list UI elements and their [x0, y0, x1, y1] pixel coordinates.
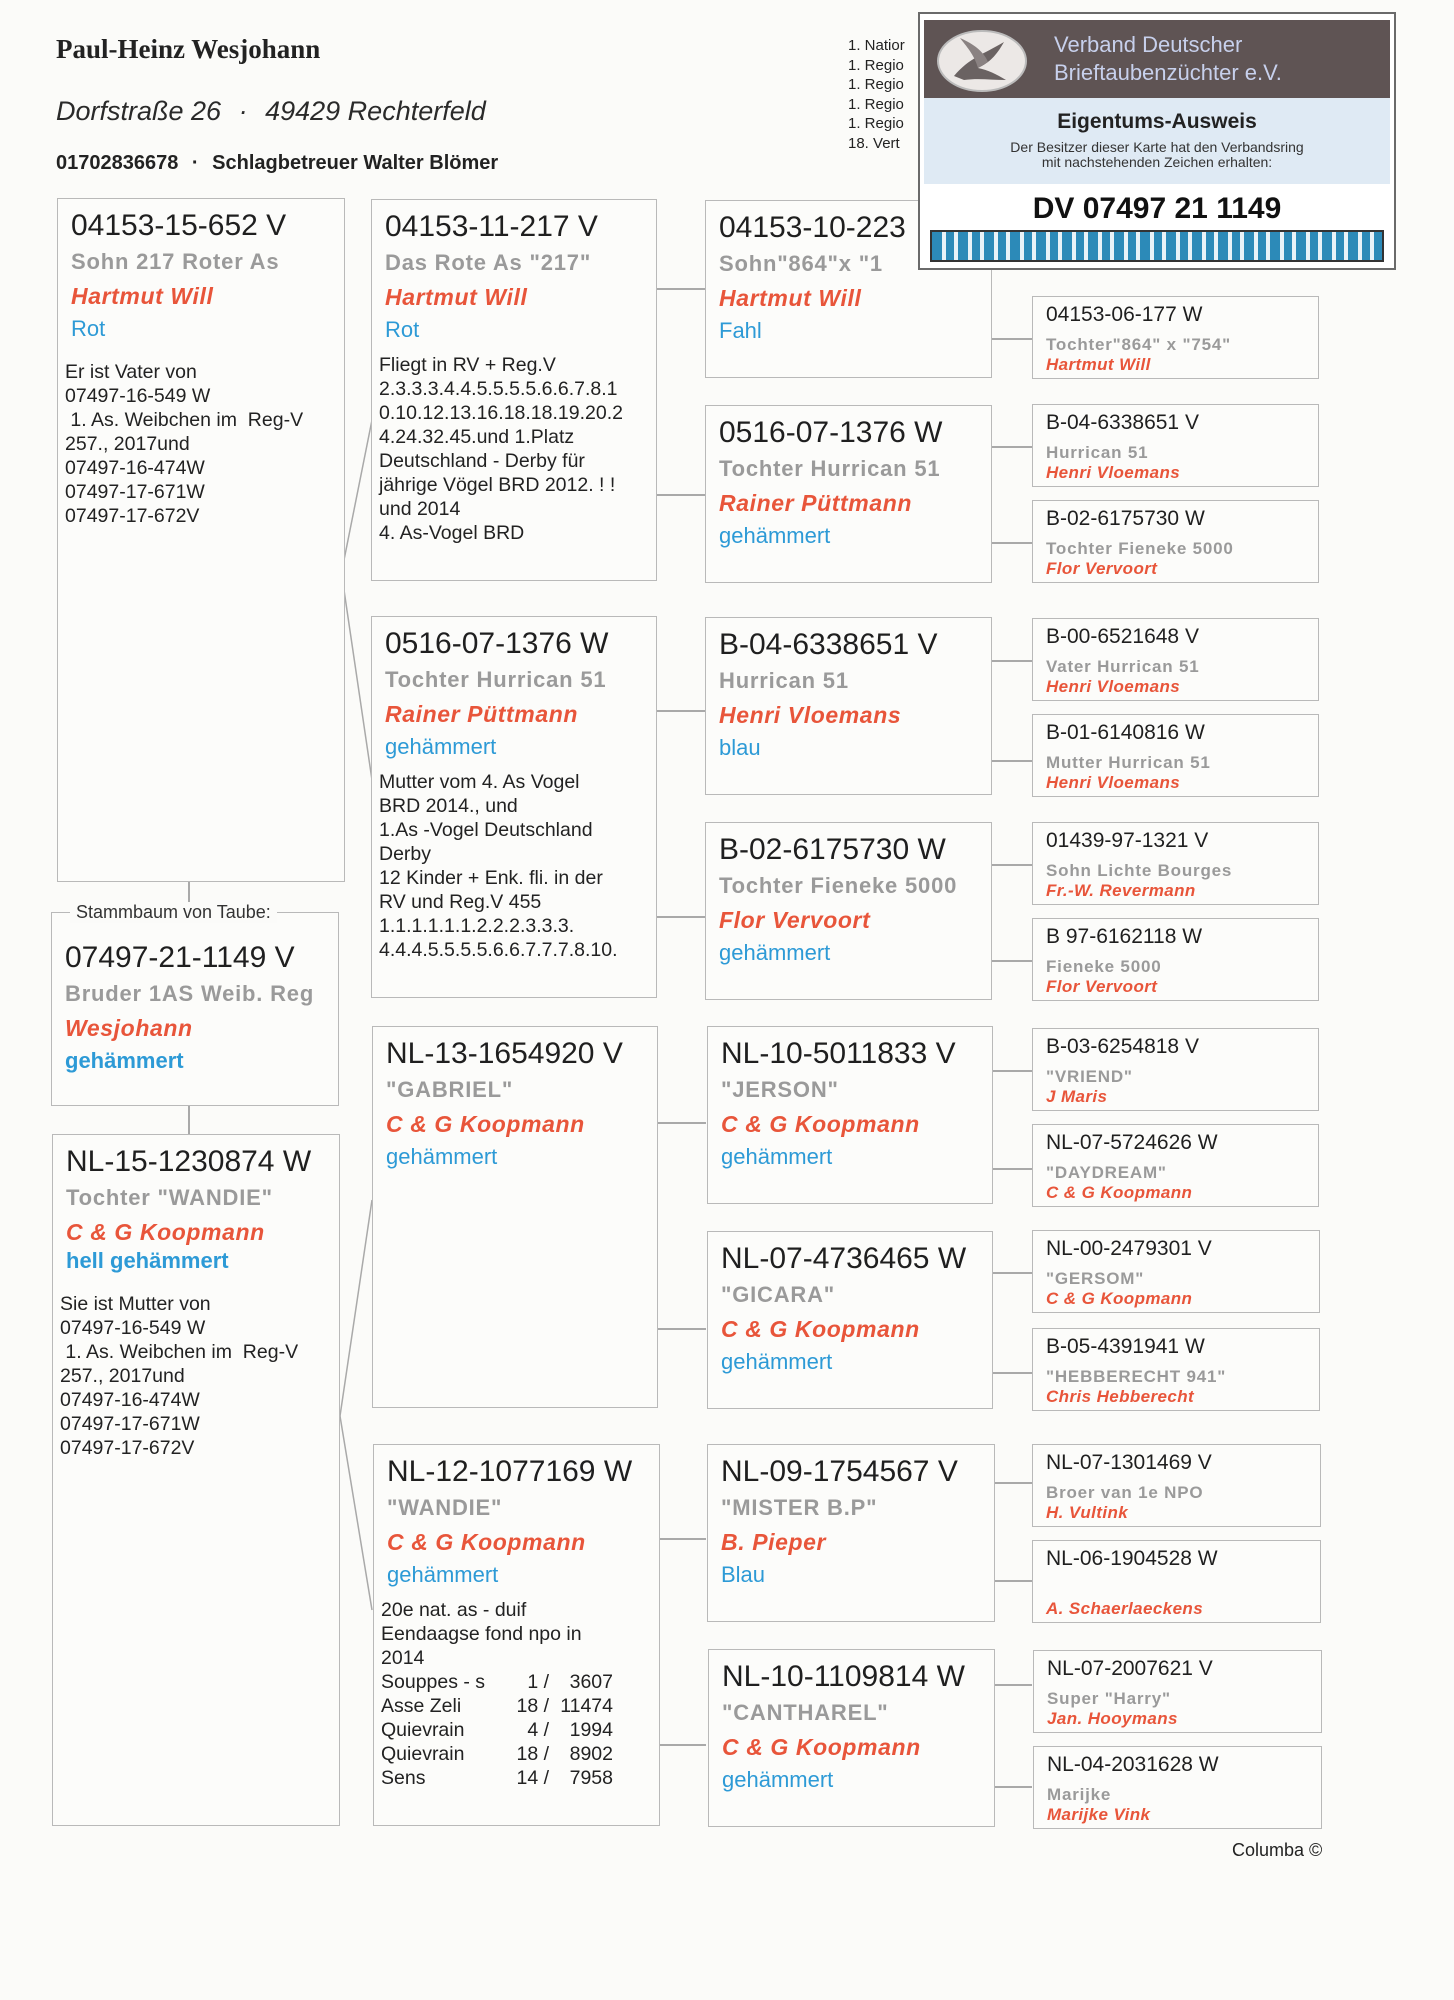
race-name: Asse Zeli — [381, 1695, 462, 1717]
breeder-name: Marijke Vink — [1047, 1805, 1151, 1824]
note-line: 0.10.12.13.16.18.18.19.20.2 — [379, 402, 623, 424]
pedigree-card-gggp-13[interactable] — [1032, 1540, 1321, 1623]
owner-name: Paul-Heinz Wesjohann — [56, 34, 321, 64]
note-line: 07497-16-474W — [60, 1389, 200, 1411]
race-place: 18 / — [516, 1695, 549, 1717]
card-notes — [372, 760, 656, 962]
pigeon-name: Tochter"864" x "754" — [1046, 335, 1231, 354]
pigeon-name: "CANTHAREL" — [722, 1700, 889, 1725]
ring-number: NL-12-1077169 W — [387, 1455, 633, 1488]
pigeon-name: "HEBBERECHT 941" — [1046, 1367, 1227, 1386]
race-result-row — [381, 1694, 659, 1718]
race-result-row — [381, 1670, 659, 1694]
pedigree-card-gggp-7[interactable] — [1032, 918, 1319, 1001]
race-name: Quievrain — [381, 1719, 465, 1741]
ring-number: 04153-15-652 V — [71, 209, 287, 242]
pedigree-card-gggp-12[interactable] — [1032, 1444, 1321, 1527]
pigeon-name: Sohn"864"x "1 — [719, 251, 883, 276]
ring-number: NL-06-1904528 W — [1046, 1547, 1218, 1570]
pigeon-name: Super "Harry" — [1047, 1689, 1171, 1708]
breeder-name: Wesjohann — [65, 1015, 193, 1041]
owner-phone: 01702836678 — [56, 152, 179, 174]
ring-number: NL-07-5724626 W — [1046, 1131, 1218, 1154]
pigeon-name: Sohn 217 Roter As — [71, 249, 280, 274]
note-line: Er ist Vater von — [65, 361, 197, 383]
breeder-name: Chris Hebberecht — [1046, 1387, 1195, 1406]
pedigree-card-ggp-6[interactable] — [707, 1231, 993, 1409]
pigeon-name: Hurrican 51 — [1046, 443, 1149, 462]
ornamental-band — [930, 230, 1384, 262]
note-line: 07497-17-672V — [60, 1437, 195, 1459]
ring-number: B-01-6140816 W — [1046, 721, 1205, 744]
note-line: 07497-16-549 W — [65, 385, 211, 407]
note-line: 12 Kinder + Enk. fli. in der — [379, 867, 603, 889]
pigeon-name: "VRIEND" — [1046, 1067, 1133, 1086]
pedigree-card-gggp-4[interactable] — [1032, 618, 1319, 701]
pedigree-card-ggp-5[interactable] — [707, 1026, 993, 1204]
note-line: Derby — [379, 843, 432, 865]
breeder-name: Henri Vloemans — [1046, 463, 1181, 482]
race-place: 1 / — [527, 1671, 549, 1693]
breeder-name: C & G Koopmann — [721, 1111, 920, 1137]
race-place: 14 / — [516, 1767, 549, 1789]
ring-number: B-03-6254818 V — [1046, 1035, 1199, 1058]
ring-number: NL-10-5011833 V — [721, 1037, 956, 1070]
ring-number: NL-07-1301469 V — [1046, 1451, 1212, 1474]
ownership-org-line2: Brieftaubenzüchter e.V. — [1054, 60, 1282, 85]
breeder-name: Flor Vervoort — [1046, 559, 1158, 578]
pedigree-card-gggp-6[interactable] — [1032, 822, 1319, 905]
race-total: 1994 — [569, 1719, 613, 1741]
ownership-text-line: mit nachstehenden Zeichen erhalten: — [1041, 154, 1273, 170]
ownership-card-title: Eigentums-Ausweis — [1057, 110, 1257, 133]
result-line: 1. Regio — [848, 76, 904, 93]
card-notes — [372, 343, 656, 545]
pigeon-color: gehämmert — [719, 940, 831, 965]
note-line: 4. As-Vogel BRD — [379, 522, 525, 544]
pigeon-name: Broer van 1e NPO — [1046, 1483, 1204, 1502]
card-notes — [53, 1274, 339, 1460]
pigeon-color: gehämmert — [387, 1562, 499, 1587]
ring-number: 04153-06-177 W — [1046, 303, 1203, 326]
breeder-name: Hartmut Will — [1046, 355, 1151, 374]
pigeon-color: gehämmert — [385, 734, 497, 759]
pedigree-card-gggp-8[interactable] — [1032, 1028, 1319, 1111]
pedigree-card-ggp-2[interactable] — [705, 405, 992, 583]
note-line: jährige Vögel BRD 2012. ! ! — [379, 474, 616, 496]
pigeon-name: "WANDIE" — [387, 1495, 503, 1520]
pedigree-card-grandsire-maternal[interactable] — [372, 1026, 658, 1408]
race-total: 8902 — [569, 1743, 613, 1765]
race-total: 7958 — [569, 1767, 613, 1789]
ownership-ring-number: DV 07497 21 1149 — [1032, 192, 1282, 225]
race-result-row — [381, 1742, 659, 1766]
race-place: 4 / — [527, 1719, 549, 1741]
note-line: 1.As -Vogel Deutschland — [379, 819, 593, 841]
race-result-row — [381, 1766, 659, 1790]
pigeon-color: Blau — [721, 1562, 766, 1587]
note-line: 1. As. Weibchen im Reg-V — [65, 409, 304, 431]
pedigree-card-sire[interactable] — [57, 198, 345, 882]
pigeon-color: gehämmert — [721, 1144, 833, 1169]
ring-number: B 97-6162118 W — [1046, 925, 1203, 948]
pigeon-name — [1033, 1571, 1320, 1599]
pedigree-card-gggp-3[interactable] — [1032, 500, 1319, 583]
note-line: RV und Reg.V 455 — [379, 891, 542, 913]
pedigree-card-granddam-maternal[interactable] — [373, 1444, 660, 1826]
ring-number: NL-04-2031628 W — [1047, 1753, 1219, 1776]
ring-number: 01439-97-1321 V — [1046, 829, 1209, 852]
ring-number: 04153-10-223 — [719, 211, 906, 244]
ownership-text-line: Der Besitzer dieser Karte hat den Verbandsring — [1010, 139, 1304, 155]
pigeon-color: blau — [719, 735, 761, 760]
race-name: Quievrain — [381, 1743, 465, 1765]
race-place: 18 / — [516, 1743, 549, 1765]
pigeon-name: Mutter Hurrican 51 — [1046, 753, 1211, 772]
breeder-name: Jan. Hooymans — [1047, 1709, 1178, 1728]
note-line: 07497-16-474W — [65, 457, 205, 479]
note-line: 257., 2017und — [65, 433, 190, 455]
ring-number: NL-15-1230874 W — [66, 1145, 312, 1178]
breeder-name: Flor Vervoort — [1046, 977, 1158, 996]
ownership-card-header — [924, 20, 1390, 98]
pedigree-card-gggp-9[interactable] — [1032, 1124, 1319, 1207]
pigeon-name: Hurrican 51 — [719, 668, 849, 693]
pigeon-name: Fieneke 5000 — [1046, 957, 1162, 976]
pigeon-name: Tochter Fieneke 5000 — [1046, 539, 1234, 558]
note-line: 2.3.3.3.4.4.5.5.5.5.6.6.7.8.1 — [379, 378, 618, 400]
pigeon-name: Vater Hurrican 51 — [1046, 657, 1200, 676]
card-notes — [58, 342, 344, 528]
ring-number: NL-13-1654920 V — [386, 1037, 623, 1070]
note-line: 4.4.4.5.5.5.5.6.6.7.7.7.8.10. — [379, 939, 618, 961]
note-line: 4.24.32.45.und 1.Platz — [379, 426, 575, 448]
ownership-card-body — [924, 98, 1390, 184]
pedigree-card-gggp-1[interactable] — [1032, 296, 1319, 379]
note-line: Sie ist Mutter von — [60, 1293, 211, 1315]
race-name: Sens — [381, 1767, 426, 1789]
ring-number: NL-07-2007621 V — [1047, 1657, 1213, 1680]
owner-city: 49429 Rechterfeld — [265, 96, 486, 126]
breeder-name: C & G Koopmann — [722, 1734, 921, 1760]
result-line: 1. Regio — [848, 56, 904, 74]
breeder-name: Flor Vervoort — [719, 907, 871, 933]
result-line: 1. Natior — [848, 37, 905, 54]
ring-number: NL-07-4736465 W — [721, 1242, 967, 1275]
ownership-card-text — [924, 140, 1390, 170]
pigeon-color: gehämmert — [386, 1144, 498, 1169]
breeder-name: B. Pieper — [721, 1529, 827, 1555]
result-line: 1. Regio — [848, 95, 904, 113]
race-result-row — [381, 1718, 659, 1742]
result-line: 18. Vert — [848, 134, 900, 152]
race-name: Souppes - s — [381, 1671, 486, 1693]
pigeon-name: Tochter Hurrican 51 — [719, 456, 941, 481]
breeder-name: Rainer Püttmann — [385, 701, 579, 727]
ring-number: B-04-6338651 V — [1046, 411, 1199, 434]
breeder-name: Hartmut Will — [719, 285, 862, 311]
pigeon-name: Bruder 1AS Weib. Reg — [65, 981, 315, 1006]
breeder-name: Henri Vloemans — [1046, 677, 1181, 696]
ring-number: 0516-07-1376 W — [385, 627, 609, 660]
pedigree-label: Stammbaum von Taube: — [70, 902, 277, 923]
breeder-name: C & G Koopmann — [1046, 1289, 1193, 1308]
note-line: 07497-17-671W — [60, 1413, 200, 1435]
footer-credit: Columba © — [1232, 1840, 1323, 1860]
pigeon-name: Marijke — [1047, 1785, 1112, 1804]
note-line: BRD 2014., und — [379, 795, 518, 817]
pedigree-card-gggp-5[interactable] — [1032, 714, 1319, 797]
pigeon-color: hell gehämmert — [66, 1248, 229, 1273]
pigeon-color: Rot — [385, 317, 420, 342]
pigeon-name: Tochter Hurrican 51 — [385, 667, 607, 692]
breeder-name: C & G Koopmann — [721, 1316, 920, 1342]
pedigree-card-grandsire-paternal[interactable] — [371, 199, 657, 581]
breeder-name: C & G Koopmann — [387, 1529, 586, 1555]
pedigree-card-gggp-15[interactable] — [1033, 1746, 1322, 1829]
pedigree-card-gggp-10[interactable] — [1032, 1230, 1320, 1313]
note-line: 1. As. Weibchen im Reg-V — [60, 1341, 299, 1363]
pigeon-name: Tochter "WANDIE" — [66, 1185, 273, 1210]
caretaker: Schlagbetreuer Walter Blömer — [212, 152, 499, 174]
note-line: 257., 2017und — [60, 1365, 185, 1387]
note-line: 07497-16-549 W — [60, 1317, 206, 1339]
address-separator: · — [238, 96, 248, 126]
ring-number: B-04-6338651 V — [719, 628, 938, 661]
contact-separator: · — [191, 152, 199, 174]
pigeon-color: Rot — [71, 316, 106, 341]
pigeon-name: "JERSON" — [721, 1077, 839, 1102]
breeder-name: J Maris — [1046, 1087, 1108, 1106]
breeder-name: Hartmut Will — [385, 284, 528, 310]
ring-number: NL-10-1109814 W — [722, 1660, 965, 1693]
note-line: und 2014 — [379, 498, 461, 520]
note-line: Deutschland - Derby für — [379, 450, 585, 472]
ring-number: B-02-6175730 W — [1046, 507, 1205, 530]
note-line: 07497-17-671W — [65, 481, 205, 503]
breeder-name: C & G Koopmann — [1046, 1183, 1193, 1202]
result-line: 1. Regio — [848, 115, 904, 132]
pigeon-name: Tochter Fieneke 5000 — [719, 873, 958, 898]
pigeon-name: Das Rote As "217" — [385, 250, 592, 275]
pedigree-card-gggp-11[interactable] — [1032, 1328, 1320, 1411]
pedigree-card-ggp-4[interactable] — [705, 822, 992, 1000]
pigeon-color: gehämmert — [722, 1767, 834, 1792]
breeder-name: Hartmut Will — [71, 283, 214, 309]
breeder-name: H. Vultink — [1046, 1503, 1129, 1522]
breeder-name: C & G Koopmann — [66, 1219, 265, 1245]
ring-number: B-02-6175730 W — [719, 833, 946, 866]
ring-number: B-05-4391941 W — [1046, 1335, 1205, 1358]
breeder-name: C & G Koopmann — [386, 1111, 585, 1137]
pigeon-name: Sohn Lichte Bourges — [1046, 861, 1233, 880]
pedigree-card-ggp-7[interactable] — [707, 1444, 995, 1622]
pigeon-name: "MISTER B.P" — [721, 1495, 878, 1520]
pedigree-card-ggp-3[interactable] — [705, 617, 992, 795]
breeder-name: Henri Vloemans — [1046, 773, 1181, 792]
owner-street: Dorfstraße 26 — [56, 96, 222, 126]
pigeon-color: gehämmert — [65, 1048, 184, 1073]
pigeon-color: gehämmert — [721, 1349, 833, 1374]
pedigree-card-subject[interactable] — [51, 912, 339, 1106]
note-line: 2014 — [381, 1647, 425, 1669]
ring-number: 0516-07-1376 W — [719, 416, 943, 449]
pedigree-card-granddam-paternal[interactable] — [371, 616, 657, 998]
note-line: 1.1.1.1.1.1.2.2.2.3.3.3. — [379, 915, 575, 937]
breeder-name: Fr.-W. Revermann — [1046, 881, 1196, 900]
note-line: 20e nat. as - duif — [381, 1599, 527, 1621]
pigeon-name: "DAYDREAM" — [1046, 1163, 1167, 1182]
ring-number: NL-09-1754567 V — [721, 1455, 958, 1488]
pigeon-name: "GERSOM" — [1046, 1269, 1145, 1288]
pedigree-card-dam[interactable] — [52, 1134, 340, 1826]
race-total: 11474 — [560, 1695, 613, 1717]
pedigree-card-gggp-2[interactable] — [1032, 404, 1319, 487]
pedigree-card-ggp-8[interactable] — [708, 1649, 995, 1827]
note-line: Fliegt in RV + Reg.V — [379, 354, 556, 376]
breeder-name: Henri Vloemans — [719, 702, 902, 728]
dove-logo-icon — [934, 28, 1030, 94]
pigeon-name: "GABRIEL" — [386, 1077, 514, 1102]
pedigree-card-gggp-14[interactable] — [1033, 1650, 1322, 1733]
ring-number: NL-00-2479301 V — [1046, 1237, 1212, 1260]
breeder-name: A. Schaerlaeckens — [1046, 1599, 1204, 1618]
note-line: Eendaagse fond npo in — [381, 1623, 582, 1645]
ring-number: 04153-11-217 V — [385, 210, 598, 243]
note-line: Mutter vom 4. As Vogel — [379, 771, 580, 793]
pigeon-name: "GICARA" — [721, 1282, 836, 1307]
pigeon-color: gehämmert — [719, 523, 831, 548]
ownership-org-line1: Verband Deutscher — [1054, 32, 1243, 57]
ownership-card — [918, 12, 1396, 270]
ring-number: 07497-21-1149 V — [65, 941, 295, 974]
race-total: 3607 — [569, 1671, 613, 1693]
ring-number: B-00-6521648 V — [1046, 625, 1199, 648]
card-notes — [374, 1588, 659, 1790]
note-line: 07497-17-672V — [65, 505, 200, 527]
pigeon-color: Fahl — [719, 318, 762, 343]
breeder-name: Rainer Püttmann — [719, 490, 913, 516]
